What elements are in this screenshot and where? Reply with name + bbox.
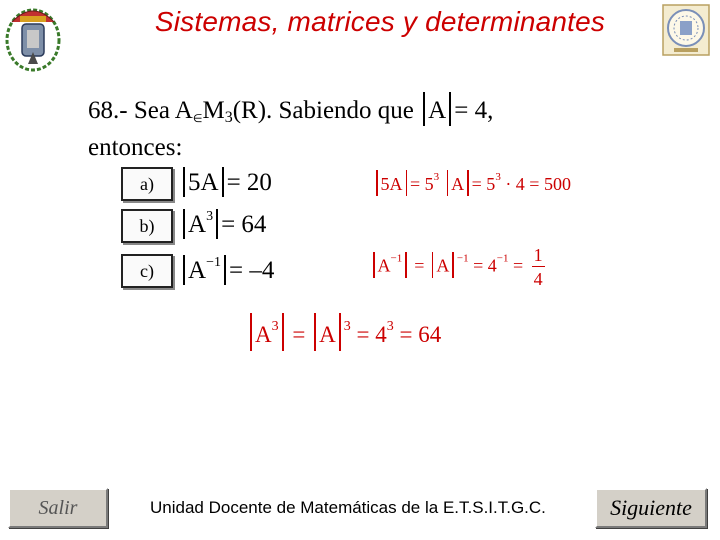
det-bar (250, 313, 252, 351)
determinant-value: = 4, (454, 97, 494, 124)
answer-c-rhs-exp: −1 (496, 252, 509, 265)
option-b-button[interactable]: b) (121, 209, 173, 243)
det-bar (449, 92, 451, 126)
det-bar (447, 170, 449, 196)
answer-a-result: · 4 = 500 (505, 174, 571, 194)
det-bar (224, 255, 226, 285)
answer-a-lhs: 5A (380, 174, 403, 194)
matrix-set: M (202, 97, 225, 124)
answer-c-det: A (436, 255, 450, 276)
det-bar (339, 313, 341, 351)
answer-c-eq2: = (512, 255, 524, 276)
answer-c-det-exp: −1 (456, 252, 469, 265)
det-bar (183, 167, 185, 197)
det-bar (467, 170, 469, 196)
det-bar (452, 252, 454, 278)
option-a-value: = 20 (226, 169, 272, 196)
answer-b-rhs-exp: 3 (386, 319, 394, 334)
det-bar (183, 209, 185, 239)
answer-b-det: A (319, 322, 336, 347)
det-bar (373, 252, 375, 278)
answer-a-rhs-exp: 3 (495, 171, 501, 183)
fraction-denominator: 4 (533, 269, 543, 289)
answer-c-rhs: = 4 (473, 255, 497, 276)
det-bar (423, 92, 425, 126)
answer-b (247, 313, 441, 351)
answer-c-lhs-exp: −1 (390, 252, 403, 265)
option-b-expression (180, 209, 266, 239)
option-a-expression (180, 167, 272, 197)
next-button[interactable]: Siguiente (595, 488, 707, 528)
answer-a-exp: 3 (433, 171, 440, 183)
det-bar (376, 170, 378, 196)
det-bar (183, 255, 185, 285)
footer-credit: Unidad Docente de Matemáticas de la E.T.S.I.T.G.C. (150, 498, 546, 517)
det-bar (314, 313, 316, 351)
answer-a-det: A (451, 174, 465, 194)
answer-c-eq1: = (414, 255, 425, 276)
answer-c-fraction (532, 244, 545, 291)
option-a-det: 5A (188, 169, 219, 196)
answer-c-lhs: A (377, 255, 391, 276)
answer-a-rhs: = 5 (471, 174, 496, 194)
matrix-set-index: 3 (224, 109, 233, 126)
det-bar (406, 170, 408, 196)
option-b-value: = 64 (221, 211, 267, 238)
question-condition-text: (R). Sabiendo que (232, 97, 414, 124)
answer-b-lhs-exp: 3 (271, 319, 279, 334)
answer-b-lhs: A (255, 322, 272, 347)
option-c-button[interactable]: c) (121, 254, 173, 288)
answer-b-result: = 64 (399, 322, 442, 347)
det-bar (216, 209, 218, 239)
option-c-expression (180, 255, 274, 285)
det-bar (405, 252, 407, 278)
option-a-button[interactable]: a) (121, 167, 173, 201)
element-of-symbol: ∈ (192, 113, 203, 125)
exit-button[interactable]: Salir (8, 488, 108, 528)
det-bar (432, 252, 434, 278)
answer-c (370, 244, 545, 291)
det-bar (282, 313, 284, 351)
answer-b-eq1: = (292, 322, 306, 347)
option-b-det: A (188, 211, 207, 238)
option-b-exp: 3 (206, 209, 214, 224)
question-statement (88, 92, 493, 127)
question-continuation: entonces: (88, 134, 183, 161)
answer-a-mid: = 5 (410, 174, 434, 194)
option-c-exp: −1 (206, 255, 221, 270)
option-c-value: = –4 (228, 257, 275, 284)
page-title: Sistemas, matrices y determinantes (154, 6, 606, 37)
answer-a (373, 170, 571, 196)
option-c-det: A (188, 257, 207, 284)
answer-b-det-exp: 3 (343, 319, 351, 334)
university-seal-logo (662, 4, 710, 56)
determinant-matrix: A (428, 97, 447, 124)
det-bar (222, 167, 224, 197)
question-prefix: 68.- Sea A (88, 97, 193, 124)
fraction-numerator: 1 (533, 245, 543, 265)
answer-b-rhs: = 4 (356, 322, 387, 347)
